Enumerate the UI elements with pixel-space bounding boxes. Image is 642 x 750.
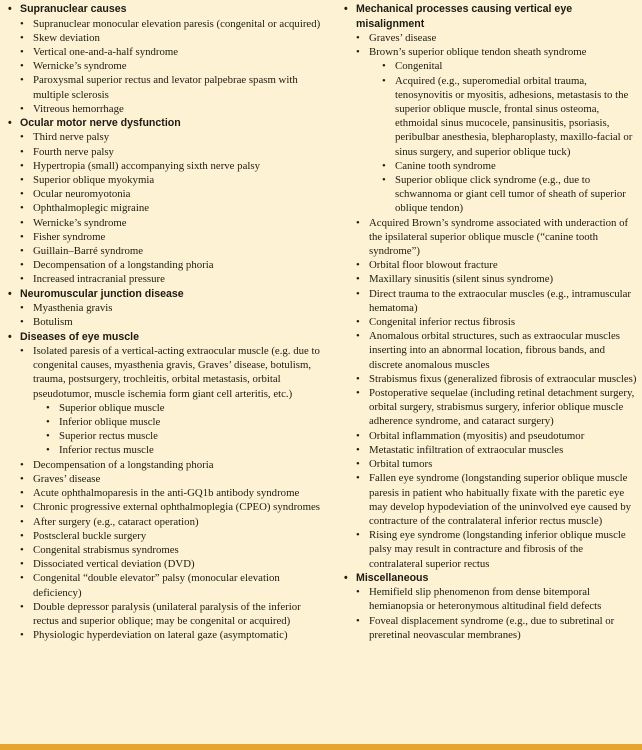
list-item-text: • Physiologic hyperdeviation on lateral gaze (asymptomatic) <box>33 629 288 642</box>
list-item <box>356 329 638 372</box>
list-item-text: • Congenital inferior rectus fibrosis <box>369 316 516 329</box>
list-item <box>20 258 326 272</box>
section-item-list <box>8 17 326 116</box>
list-item <box>20 543 326 557</box>
list-item-text: • Hypertropia (small) accompanying sixth nerve palsy <box>33 159 260 172</box>
list-item-text: • Superior oblique myokymia <box>33 174 155 187</box>
list-item-text: • Acquired Brown’s syndrome associated with underaction of the ipsilateral superior oblique muscle (“canine tooth syndrome”) <box>369 216 629 258</box>
list-item-text: • Metastatic infiltration of extraocular muscles <box>369 443 564 456</box>
list-item <box>356 528 638 571</box>
list-item-text: • Graves’ disease <box>369 32 437 44</box>
list-item <box>20 201 326 215</box>
list-item-text: • Postscleral buckle surgery <box>33 529 147 542</box>
list-item <box>356 443 638 457</box>
list-item-text: • Acute ophthalmoparesis in the anti-GQ1b antibody syndrome <box>33 487 300 500</box>
list-item <box>356 258 638 272</box>
list-item <box>20 17 326 31</box>
list-item-text: • Isolated paresis of a vertical-acting extraocular muscle (e.g. due to congenital causes, myasthenia gravis, Graves’ disease, botulism, trauma, postsurgery, trochleitis, orbital metastasis, orbital pseudotumor, muscle ischemia form giant cell arteritis, etc.) <box>33 345 320 400</box>
left-section-list <box>8 2 326 642</box>
list-item-text: • Postoperative sequelae (including retinal detachment surgery, orbital surgery, strabismus surgery, inferior oblique muscle adherence syndrome, and cataract surgery) <box>369 387 635 428</box>
list-item <box>356 315 638 329</box>
section-heading: • Ocular motor nerve dysfunction <box>8 116 326 131</box>
list-item-text: • After surgery (e.g., cataract operation) <box>33 515 199 528</box>
list-item-text: • Orbital inflammation (myositis) and pseudotumor <box>369 429 585 442</box>
list-item <box>20 45 326 59</box>
section-item-list <box>8 301 326 329</box>
list-item-text: • Vitreous hemorrhage <box>33 102 124 115</box>
list-item <box>20 130 326 144</box>
list-item <box>356 471 638 528</box>
sub-item-list <box>369 59 638 215</box>
list-item <box>20 159 326 173</box>
list-item-text: • Congenital “double elevator” palsy (monocular elevation deficiency) <box>33 572 280 599</box>
list-item-text: • Decompensation of a longstanding phoria <box>33 259 214 272</box>
section-heading: • Neuromuscular junction disease <box>8 287 326 302</box>
section-heading: • Mechanical processes causing vertical eye misalignment <box>344 2 638 31</box>
list-item <box>20 173 326 187</box>
list-item-text: • Graves’ disease <box>33 472 101 485</box>
sub-list-item: • Inferior oblique muscle <box>46 415 326 429</box>
list-item <box>20 73 326 101</box>
sub-list-item: • Congenital <box>382 59 638 73</box>
list-item-text: • Third nerve palsy <box>33 131 110 144</box>
section-item-list <box>8 344 326 642</box>
list-item-text: • Rising eye syndrome (longstanding inferior oblique muscle palsy may result in contracture and fibrosis of the contralateral superior rectus <box>369 529 626 570</box>
list-item-text: • Hemifield slip phenomenon from dense bitemporal hemianopsia or heteronymous altitudinal field defects <box>369 586 602 613</box>
list-item <box>356 585 638 613</box>
list-item <box>20 272 326 286</box>
list-item <box>20 571 326 599</box>
list-item-text: • Fisher syndrome <box>33 230 106 243</box>
section-item-list <box>8 130 326 286</box>
list-item <box>20 529 326 543</box>
list-item <box>20 486 326 500</box>
list-item <box>356 614 638 642</box>
list-item-text: • Direct trauma to the extraocular muscles (e.g., intramuscular hematoma) <box>369 287 632 314</box>
list-item-text: • Myasthenia gravis <box>33 302 113 315</box>
list-item-text: • Orbital floor blowout fracture <box>369 259 498 272</box>
sub-list-item: • Inferior rectus muscle <box>46 443 326 457</box>
list-item-text: • Vertical one-and-a-half syndrome <box>33 45 179 58</box>
list-item-text: • Fourth nerve palsy <box>33 145 114 158</box>
right-section-list <box>344 2 638 642</box>
list-item <box>20 301 326 315</box>
list-item-text: • Maxillary sinusitis (silent sinus syndrome) <box>369 273 554 286</box>
list-item <box>356 272 638 286</box>
section-item-list <box>344 31 638 571</box>
list-item-text: • Guillain–Barré syndrome <box>33 245 144 258</box>
list-item <box>20 515 326 529</box>
list-item <box>20 244 326 258</box>
list-item-text: • Foveal displacement syndrome (e.g., due to subretinal or preretinal neovascular membranes) <box>369 614 615 641</box>
list-item <box>20 187 326 201</box>
list-item-text: • Increased intracranial pressure <box>33 273 165 286</box>
right-column <box>332 2 638 744</box>
list-item-text: • Supranuclear monocular elevation paresis (congenital or acquired) <box>33 17 321 30</box>
sub-list-item: • Canine tooth syndrome <box>382 159 638 173</box>
list-item-text: • Congenital strabismus syndromes <box>33 543 179 556</box>
list-item <box>20 230 326 244</box>
list-item-text: • Chronic progressive external ophthalmoplegia (CPEO) syndromes <box>33 501 320 514</box>
list-item <box>356 31 638 45</box>
list-item <box>20 216 326 230</box>
list-item <box>20 628 326 642</box>
list-item <box>356 429 638 443</box>
list-item <box>20 344 326 458</box>
list-item <box>356 45 638 215</box>
list-item <box>20 500 326 514</box>
list-item <box>20 315 326 329</box>
list-item <box>20 600 326 628</box>
list-item <box>20 472 326 486</box>
list-item <box>20 458 326 472</box>
sub-list-item: • Acquired (e.g., superomedial orbital trauma, tenosynovitis or myositis, adhesions, metastasis to the superior oblique muscle, frontal sinus osteoma, ethmoidal sinus mucocele, pansinusitis, psoriasis, peribulbar anesthesia, blepharoplasty, maxillo-facial or sinus surgery, and superior oblique tuck) <box>382 74 638 159</box>
sub-list-item: • Superior oblique click syndrome (e.g., due to schwannoma or giant cell tumor of sheath of superior oblique tendon) <box>382 173 638 216</box>
list-item <box>20 145 326 159</box>
list-item-text: • Double depressor paralysis (unilateral paralysis of the inferior rectus and superior oblique; may be congenital or acquired) <box>33 600 301 627</box>
bottom-accent-bar <box>0 744 642 750</box>
list-item-text: • Paroxysmal superior rectus and levator palpebrae spasm with multiple sclerosis <box>33 74 298 101</box>
sub-list-item: • Superior oblique muscle <box>46 401 326 415</box>
list-item-text: • Orbital tumors <box>369 458 433 471</box>
list-item-text: • Dissociated vertical deviation (DVD) <box>33 558 195 571</box>
list-item <box>356 372 638 386</box>
list-item <box>356 457 638 471</box>
list-item-text: • Ophthalmoplegic migraine <box>33 202 150 215</box>
list-item-text: • Anomalous orbital structures, such as extraocular muscles inserting into an abnormal location, fibrous bands, and discrete anomalous muscles <box>369 330 620 371</box>
sub-item-list <box>33 401 326 458</box>
list-item-text: • Botulism <box>33 316 73 329</box>
list-item-text: • Ocular neuromyotonia <box>33 188 131 201</box>
list-item-text: • Fallen eye syndrome (longstanding superior oblique muscle paresis in patient who habitually fixate with the paretic eye may develop hypodeviation of the uninvolved eye caused by contracture of the contralateral inferior rectus muscle) <box>369 472 632 527</box>
list-item <box>356 386 638 429</box>
section-heading: • Diseases of eye muscle <box>8 330 326 345</box>
list-item <box>356 287 638 315</box>
list-item <box>20 557 326 571</box>
list-item-text: • Wernicke’s syndrome <box>33 216 127 229</box>
sub-list-item: • Superior rectus muscle <box>46 429 326 443</box>
list-item-text: • Wernicke’s syndrome <box>33 60 127 73</box>
section-heading: • Supranuclear causes <box>8 2 326 17</box>
list-item-text: • Strabismus fixus (generalized fibrosis of extraocular muscles) <box>369 372 637 385</box>
list-item-text: • Decompensation of a longstanding phoria <box>33 458 214 471</box>
list-item-text: • Brown’s superior oblique tendon sheath syndrome <box>369 46 587 59</box>
left-column <box>8 2 332 744</box>
list-item <box>20 102 326 116</box>
list-item-text: • Skew deviation <box>33 31 100 44</box>
section-item-list <box>344 585 638 642</box>
section-heading: • Miscellaneous <box>344 571 638 586</box>
list-item <box>20 59 326 73</box>
list-item <box>20 31 326 45</box>
list-item <box>356 216 638 259</box>
